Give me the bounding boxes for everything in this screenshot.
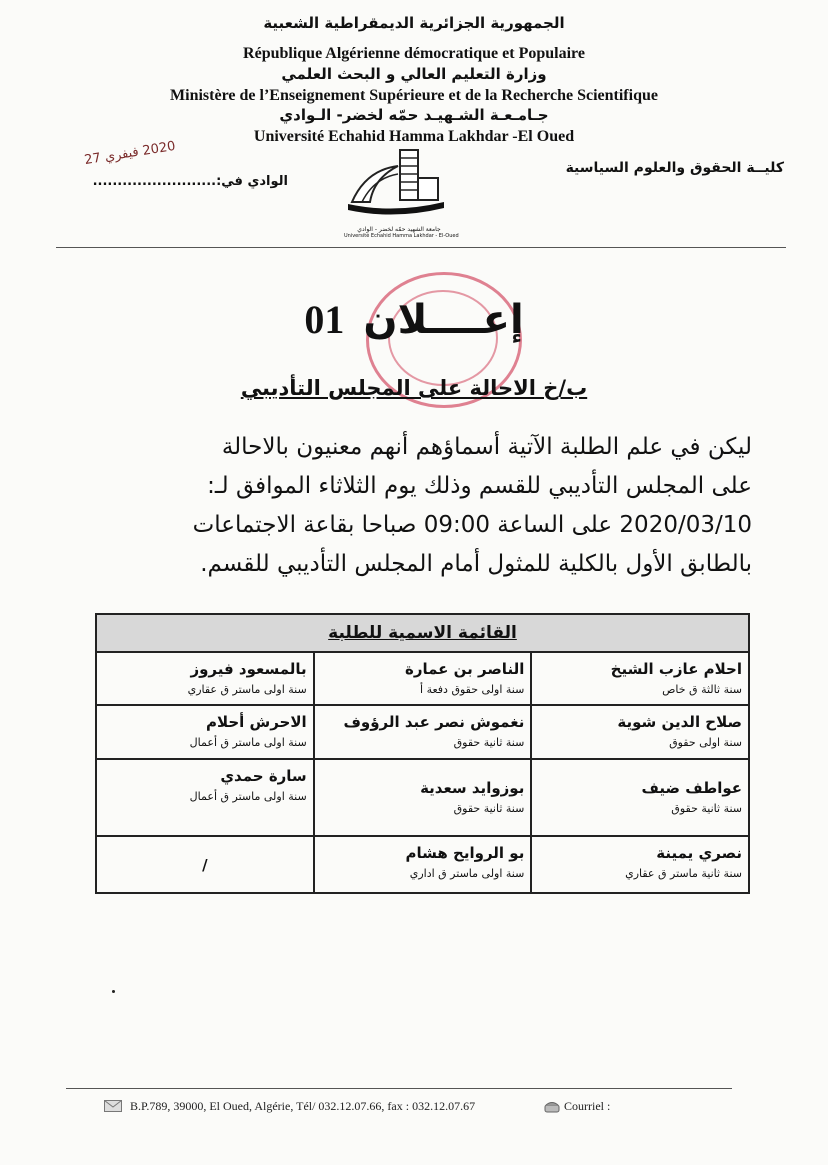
ministry-french: Ministère de l’Enseignement Supérieure et de la Recherche Scientifique <box>170 87 658 104</box>
student-level: سنة ثانية حقوق <box>453 802 525 816</box>
student-cell <box>531 759 749 836</box>
faculty-name: كليــة الحقوق والعلوم السياسية <box>565 160 784 176</box>
student-name: صلاح الدين شوية <box>617 712 742 731</box>
student-level: سنة ثالثة ق خاص <box>662 683 742 697</box>
logo-caption-arabic: جامعة الشهيد حمّه لخضر - الوادي <box>357 226 441 233</box>
student-cell <box>96 705 314 759</box>
student-cell <box>531 705 749 759</box>
header-divider <box>56 247 786 248</box>
republic-french: République Algérienne démocratique et Populaire <box>243 45 585 62</box>
student-level: سنة اولى ماستر ق أعمال <box>189 735 307 749</box>
student-name: بوزوايد سعدية <box>420 779 525 798</box>
student-name: سارة حمدي <box>220 767 307 786</box>
student-list-heading: القائمة الاسمية للطلبة <box>96 614 749 652</box>
student-list-table <box>95 613 750 894</box>
student-cell <box>314 836 532 893</box>
notice-body <box>94 428 752 584</box>
student-level: سنة اولى ماستر ق عقاري <box>187 683 307 697</box>
envelope-icon <box>104 1097 122 1109</box>
place-date-field: الوادي في:......................... <box>92 174 288 189</box>
student-level: سنة ثانية حقوق <box>671 802 742 816</box>
notice-title-word: إعــــلان <box>363 297 524 343</box>
table-row <box>96 836 749 893</box>
student-level: سنة ثانية ماستر ق عقاري <box>625 866 742 880</box>
table-row <box>96 705 749 759</box>
student-cell <box>531 652 749 704</box>
student-name: الناصر بن عمارة <box>404 660 525 679</box>
student-cell <box>314 759 532 836</box>
student-name: بو الروايح هشام <box>405 843 525 862</box>
student-level: سنة اولى ماستر ق اداري <box>409 866 525 880</box>
student-name: نغموش نصر عبد الرؤوف <box>343 712 525 731</box>
footer-contact: B.P.789, 39000, El Oued, Algérie, Tél/ 032.12.07.66, fax : 032.12.07.67 <box>130 1099 476 1113</box>
student-cell <box>531 836 749 893</box>
phone-icon <box>544 1098 560 1110</box>
notice-body-line: ليكن في علم الطلبة الآتية أسماؤهم أنهم معنيون بالاحالة <box>221 434 752 460</box>
table-row <box>96 759 749 836</box>
republic-arabic: الجمهورية الجزائرية الديمقراطية الشعبية <box>263 14 565 32</box>
student-level: سنة اولى حقوق <box>669 735 742 749</box>
student-cell <box>314 652 532 704</box>
student-name: / <box>202 856 208 875</box>
student-level: سنة اولى حقوق دفعة أ <box>420 683 525 697</box>
student-name: الاحرش أحلام <box>205 712 307 731</box>
university-arabic: جـامـعـة الشـهيـد حمّه لخضر- الـوادي <box>279 106 549 124</box>
footer-divider <box>66 1088 732 1089</box>
student-cell <box>96 652 314 704</box>
stray-dot <box>112 990 115 993</box>
footer-courriel: Courriel : <box>564 1099 611 1113</box>
logo-caption-french: Université Echahid Hamma Lakhdar - El-Oued <box>344 233 459 239</box>
notice-number: 01 <box>304 297 345 342</box>
notice-body-line: على المجلس التأديبي للقسم وذلك يوم الثلاثاء الموافق لـ: <box>207 473 752 499</box>
ministry-arabic: وزارة التعليم العالي و البحث العلمي <box>281 65 547 83</box>
student-level: سنة ثانية حقوق <box>453 735 525 749</box>
student-level: سنة اولى ماستر ق أعمال <box>189 790 307 804</box>
university-logo <box>344 144 459 239</box>
student-cell <box>96 836 314 893</box>
table-row <box>96 652 749 704</box>
student-cell <box>96 759 314 836</box>
university-french: Université Echahid Hamma Lakhdar -El Oued <box>253 128 575 145</box>
notice-subtitle: ب/خ الاحالة على المجلس التأديبي <box>240 376 588 400</box>
university-logo-graphic <box>344 144 454 222</box>
handwritten-date: 2020 فيفري 27 <box>83 138 177 169</box>
student-cell <box>314 705 532 759</box>
student-name: احلام عازب الشيخ <box>610 660 742 679</box>
notice-body-line: 2020/03/10 على الساعة 09:00 صباحا بقاعة الاجتماعات <box>192 512 752 538</box>
student-name: نصري يمينة <box>656 843 742 862</box>
student-name: عواطف ضيف <box>641 779 742 798</box>
notice-body-line: بالطابق الأول بالكلية للمثول أمام المجلس التأديبي للقسم. <box>200 551 752 577</box>
student-name: بالمسعود فيروز <box>190 660 307 679</box>
notice-title <box>0 296 828 343</box>
